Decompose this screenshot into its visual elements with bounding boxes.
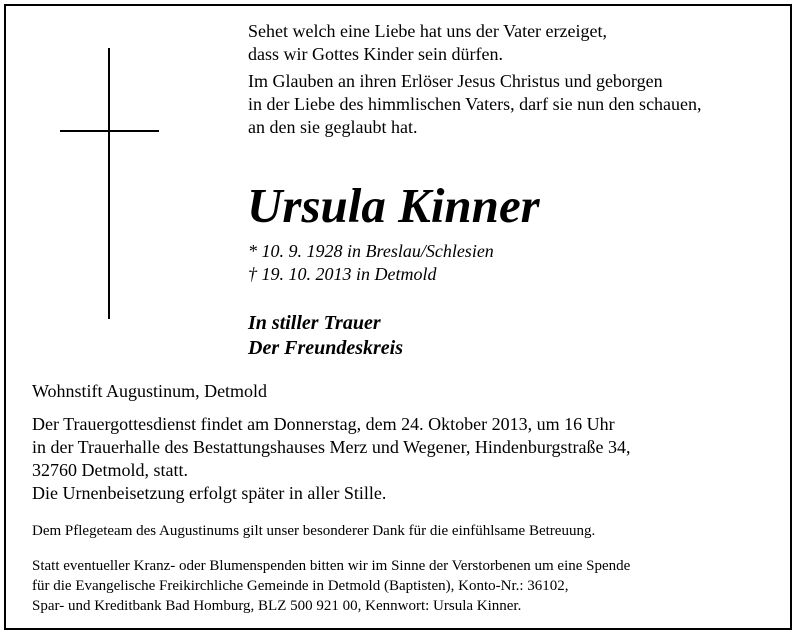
thanks-note: Dem Pflegeteam des Augustinums gilt unser besonderer Dank für die einfühlsame Betreuung. <box>32 523 596 539</box>
cross-vertical-bar <box>108 48 110 319</box>
bible-verse <box>248 20 607 66</box>
mourner-line: In stiller Trauer <box>248 312 381 334</box>
verse-line: Sehet welch eine Liebe hat uns der Vater erzeiget, <box>248 21 608 41</box>
faith-line: an den sie geglaubt hat. <box>248 117 418 137</box>
funeral-line: in der Trauerhalle des Bestattungshauses Merz und Wegener, Hindenburgstraße 34, <box>32 437 631 457</box>
faith-line: Im Glauben an ihren Erlöser Jesus Christus und geborgen <box>248 71 663 91</box>
birth-date: * 10. 9. 1928 in Breslau/Schlesien <box>248 241 494 261</box>
life-dates <box>248 240 494 286</box>
funeral-line: Der Trauergottesdienst findet am Donnerstag, dem 24. Oktober 2013, um 16 Uhr <box>32 414 615 434</box>
verse-line: dass wir Gottes Kinder sein dürfen. <box>248 44 503 64</box>
donation-line: für die Evangelische Freikirchliche Gemeinde in Detmold (Baptisten), Konto-Nr.: 36102, <box>32 578 569 594</box>
faith-statement <box>248 70 702 139</box>
donation-request <box>32 556 630 616</box>
faith-line: in der Liebe des himmlischen Vaters, darf sie nun den schauen, <box>248 94 702 114</box>
mourners <box>248 311 403 361</box>
cross-horizontal-bar <box>60 130 159 132</box>
funeral-line: Die Urnenbeisetzung erfolgt später in aller Stille. <box>32 483 387 503</box>
funeral-line: 32760 Detmold, statt. <box>32 460 188 480</box>
death-date: † 19. 10. 2013 in Detmold <box>248 264 437 284</box>
deceased-name: Ursula Kinner <box>247 178 540 233</box>
funeral-details <box>32 413 631 505</box>
residence: Wohnstift Augustinum, Detmold <box>32 381 268 401</box>
donation-line: Statt eventueller Kranz- oder Blumenspenden bitten wir im Sinne der Verstorbenen um eine Spende <box>32 558 631 574</box>
obituary-notice <box>4 4 792 630</box>
donation-line: Spar- und Kreditbank Bad Homburg, BLZ 500 921 00, Kennwort: Ursula Kinner. <box>32 598 522 614</box>
mourner-line: Der Freundeskreis <box>248 337 404 359</box>
